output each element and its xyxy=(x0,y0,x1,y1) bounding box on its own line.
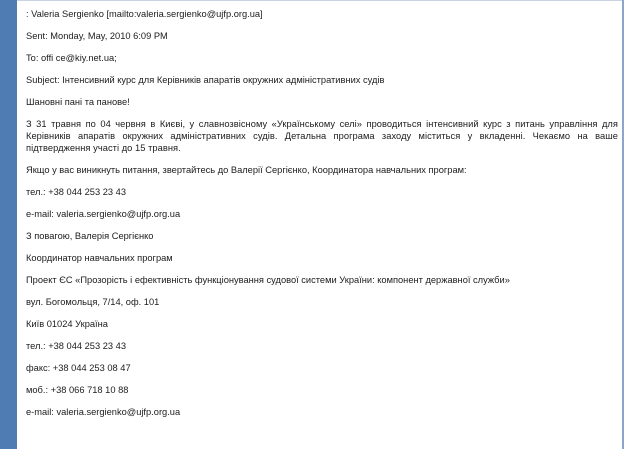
subject-header: Subject: Інтенсивний курс для Керівників апаратів окружних адміністративних судів xyxy=(26,75,385,85)
from-header[interactable]: : Valeria Sergienko [mailto:valeria.sergienko@ujfp.org.ua] xyxy=(26,9,263,19)
to-header[interactable]: To: offi ce@kiy.net.ua; xyxy=(26,53,117,63)
left-sidebar-bar xyxy=(0,0,17,449)
phone-line: тел.: +38 044 253 23 43 xyxy=(26,187,126,197)
closing-signature: З повагою, Валерія Сергієнко xyxy=(26,231,154,241)
email-link-2[interactable]: e-mail: valeria.sergienko@ujfp.org.ua xyxy=(26,407,181,417)
project-name: Проект ЄС «Прозорість і ефективність функціонування судової системи України: компонент державної служби» xyxy=(26,275,510,285)
fax-line: факс: +38 044 253 08 47 xyxy=(26,363,131,373)
body-paragraph: З 31 травня по 04 червня в Києві, у славнозвісному «Українському селі» проводиться інтенсивний курс з питань управління для Керівників апаратів окружних адміністративних судів. Детальна програма заходу міститься у вкладенні. Чекаємо на ваше підтвердження участі до 15 травня. xyxy=(26,119,618,153)
address-city: Київ 01024 Україна xyxy=(26,319,108,329)
signature-title: Координатор навчальних програм xyxy=(26,253,173,263)
address-street: вул. Богомольця, 7/14, оф. 101 xyxy=(26,297,160,307)
top-border xyxy=(17,0,624,1)
email-link[interactable]: e-mail: valeria.sergienko@ujfp.org.ua xyxy=(26,209,181,219)
phone-line-2: тел.: +38 044 253 23 43 xyxy=(26,341,126,351)
mobile-line: моб.: +38 066 718 10 88 xyxy=(26,385,129,395)
contact-intro: Якщо у вас виникнуть питання, звертайтесь до Валерії Сергієнко, Координатора навчальних програм: xyxy=(26,165,467,175)
email-message-body xyxy=(26,8,618,449)
greeting: Шановні пані та панове! xyxy=(26,97,130,107)
sent-header: Sent: Monday, May, 2010 6:09 PM xyxy=(26,31,168,41)
